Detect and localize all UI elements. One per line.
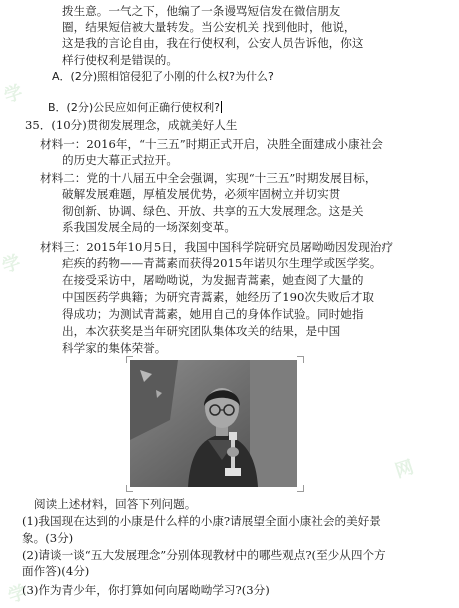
watermark-icon: 学 bbox=[0, 251, 24, 278]
text-line: 拨生意。一气之下，他编了一条谩骂短信发在微信朋友 bbox=[62, 4, 341, 18]
portrait-photo bbox=[130, 360, 297, 487]
crop-corner bbox=[297, 485, 304, 492]
material-3-cont: 科学家的集体荣誉。 bbox=[62, 341, 167, 355]
material-2-cont: 彻创新、协调、绿色、开放、共享的五大发展理念。这是关 bbox=[62, 204, 364, 218]
material-2-cont: 破解发展难题，厚植发展优势，必须牢固树立并切实贯 bbox=[62, 187, 341, 201]
question-b-text: B．(2分)公民应如何正确行使权利? bbox=[48, 101, 220, 114]
question-1: (1)我国现在达到的小康是什么样的小康?请展望全面小康社会的美好景 bbox=[22, 514, 381, 528]
crop-corner bbox=[126, 485, 133, 492]
material-3-cont: 出，本次获奖是当年研究团队集体攻关的结果，是中国 bbox=[62, 324, 341, 338]
text-cursor bbox=[221, 101, 222, 113]
question-2: (2)请谈一谈“五大发展理念”分别体现教材中的哪些观点?(至少从四个方 bbox=[22, 548, 386, 562]
material-3-cont: 疟疾的药物——青蒿素而获得2015年诺贝尔生理学或医学奖。 bbox=[62, 256, 382, 270]
crop-corner bbox=[126, 356, 133, 363]
material-1: 材料一：2016年，“十三五”时期正式开启，决胜全面建成小康社会 bbox=[40, 137, 383, 151]
watermark-icon: 学 bbox=[5, 581, 30, 608]
material-3-cont: 在接受采访中，屠呦呦说，为发掘青蒿素，她查阅了大量的 bbox=[62, 273, 364, 287]
crop-corner bbox=[297, 356, 304, 363]
text-line: 圈，结果短信被大量转发。当公安机关 找到他时，他说， bbox=[62, 20, 356, 34]
material-3: 材料三：2015年10月5日，我国中国科学院研究员屠呦呦因发现治疗 bbox=[40, 240, 394, 254]
watermark-icon: 学 bbox=[1, 81, 26, 108]
text-line: 样行使权利是错误的。 bbox=[62, 53, 178, 67]
material-2-cont: 系我国发展全局的一场深刻变革。 bbox=[62, 220, 236, 234]
material-3-cont: 得成功；为测试青蒿素，她用自己的身体作试验。同时她指 bbox=[62, 307, 364, 321]
watermark-icon: 网 bbox=[392, 456, 417, 483]
material-3-cont: 中国医药学典籍；为研究青蒿素，她经历了190次失败后才取 bbox=[62, 290, 374, 304]
portrait-photo-icon bbox=[130, 360, 297, 487]
question-35-title: 35．(10分)贯彻发展理念，成就美好人生 bbox=[25, 118, 238, 132]
read-instruction: 阅读上述材料，回答下列问题。 bbox=[34, 497, 197, 511]
question-2-cont: 面作答)(4分) bbox=[22, 564, 90, 578]
material-1-cont: 的历史大幕正式拉开。 bbox=[62, 153, 178, 167]
question-b bbox=[48, 101, 222, 115]
question-a: A．(2分)照相馆侵犯了小刚的什么权?为什么? bbox=[52, 70, 274, 83]
material-2: 材料二：党的十八届五中全会强调，实现“十三五”时期发展目标， bbox=[40, 171, 377, 185]
question-3: (3)作为青少年，你打算如何向屠呦呦学习?(3分) bbox=[22, 583, 270, 597]
question-1-cont: 象。(3分) bbox=[22, 531, 74, 545]
text-line: 这是我的言论自由，我在行使权利，公安人员告诉他，你这 bbox=[62, 36, 364, 50]
